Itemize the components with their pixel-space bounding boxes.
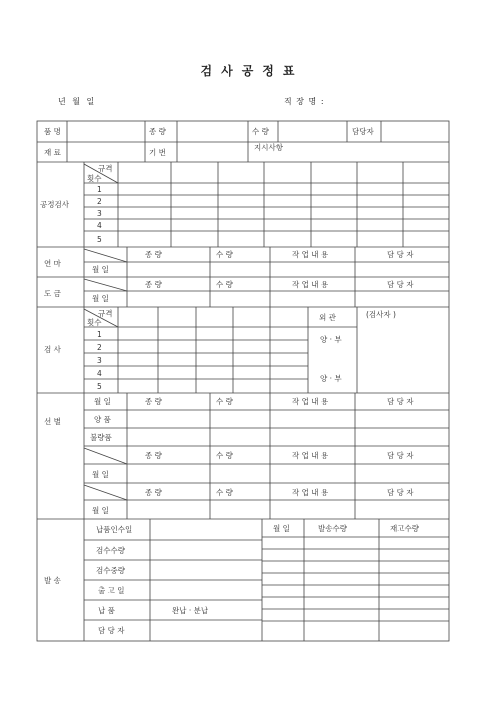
exterior-label: 외 관 bbox=[319, 313, 336, 322]
sorting3-col-work: 작 업 내 용 bbox=[292, 488, 329, 497]
shipping-owner-label: 담 당 자 bbox=[98, 626, 125, 635]
process-spec-corner: 규격 bbox=[98, 164, 113, 173]
type-label: 종 량 bbox=[149, 127, 166, 136]
sorting2-col-type: 종 량 bbox=[145, 451, 162, 460]
sorting-col-work: 작 업 내 용 bbox=[292, 397, 329, 406]
process-inspection-label: 공정검사 bbox=[40, 200, 69, 209]
plating-col-owner: 담 당 자 bbox=[387, 280, 414, 289]
process-row-3: 3 bbox=[97, 209, 102, 218]
inspection-count-corner: 횟수 bbox=[87, 318, 102, 327]
sorting-date-3: 월 일 bbox=[92, 506, 109, 515]
receipt-date-label: 납품인수일 bbox=[96, 525, 133, 534]
process-row-4: 4 bbox=[97, 221, 102, 230]
inspection-row-2: 2 bbox=[97, 343, 102, 352]
process-row-1: 1 bbox=[97, 185, 102, 194]
inspector-field: (검사자 ) bbox=[366, 310, 396, 319]
quantity-label: 수 량 bbox=[252, 127, 269, 136]
pass-fail-2: 양 · 부 bbox=[320, 374, 342, 383]
date-line: 년 월 일 bbox=[58, 97, 97, 106]
process-row-5: 5 bbox=[97, 235, 102, 244]
sorting3-col-owner: 담 당 자 bbox=[387, 488, 414, 497]
item-name-label: 품 명 bbox=[44, 127, 61, 136]
sorting-col-qty: 수 량 bbox=[216, 397, 233, 406]
inspection-spec-corner: 규격 bbox=[98, 309, 113, 318]
sorting-col-owner: 담 당 자 bbox=[387, 397, 414, 406]
sorting-label: 선 별 bbox=[44, 417, 61, 426]
grinding-col-work: 작 업 내 용 bbox=[292, 250, 329, 259]
plating-label: 도 금 bbox=[44, 289, 61, 298]
ship-col-date: 월 일 bbox=[273, 524, 290, 533]
inspection-row-3: 3 bbox=[97, 356, 102, 365]
inspection-row-4: 4 bbox=[97, 369, 102, 378]
machine-no-label: 기 번 bbox=[149, 148, 166, 157]
delivery-label: 납 품 bbox=[98, 606, 115, 615]
sorting2-col-qty: 수 량 bbox=[216, 451, 233, 460]
release-date-label: 출 고 일 bbox=[98, 586, 125, 595]
plating-col-work: 작 업 내 용 bbox=[292, 280, 329, 289]
inspection-label: 검 사 bbox=[44, 345, 61, 354]
inspection-row-5: 5 bbox=[97, 382, 102, 391]
shipping-label: 발 송 bbox=[44, 576, 61, 585]
grinding-date: 월 일 bbox=[92, 265, 109, 274]
grinding-col-owner: 담 당 자 bbox=[387, 250, 414, 259]
plating-col-type: 종 량 bbox=[145, 280, 162, 289]
sorting2-col-work: 작 업 내 용 bbox=[292, 451, 329, 460]
defective-items-label: 불량품 bbox=[90, 433, 112, 442]
ship-col-qty: 발송수량 bbox=[318, 524, 347, 533]
delivery-value: 완납 · 분납 bbox=[172, 606, 209, 615]
process-row-2: 2 bbox=[97, 197, 102, 206]
ship-col-stock: 재고수량 bbox=[390, 524, 419, 533]
inspected-weight-label: 검수중량 bbox=[96, 566, 125, 575]
inspector-label: 직 장 명 : bbox=[284, 97, 325, 106]
grinding-col-type: 종 량 bbox=[145, 250, 162, 259]
inspection-row-1: 1 bbox=[97, 330, 102, 339]
sorting3-col-type: 종 량 bbox=[145, 488, 162, 497]
good-items-label: 양 품 bbox=[94, 415, 111, 424]
pass-fail-1: 양 · 부 bbox=[320, 335, 342, 344]
instruction-label: 지시사항 bbox=[254, 143, 283, 152]
plating-col-qty: 수 량 bbox=[216, 280, 233, 289]
sorting-date-2: 월 일 bbox=[92, 470, 109, 479]
material-label: 재 료 bbox=[44, 148, 61, 157]
sorting-date: 월 일 bbox=[94, 397, 111, 406]
grinding-col-qty: 수 량 bbox=[216, 250, 233, 259]
sorting2-col-owner: 담 당 자 bbox=[387, 451, 414, 460]
process-count-corner: 횟수 bbox=[87, 174, 102, 183]
sorting-col-type: 종 량 bbox=[145, 397, 162, 406]
inspected-qty-label: 검수수량 bbox=[96, 546, 125, 555]
owner-label: 담당자 bbox=[352, 127, 374, 136]
grinding-label: 연 마 bbox=[44, 259, 61, 268]
plating-date: 월 일 bbox=[92, 294, 109, 303]
page-title: 검사공정표 bbox=[200, 64, 304, 78]
sorting3-col-qty: 수 량 bbox=[216, 488, 233, 497]
